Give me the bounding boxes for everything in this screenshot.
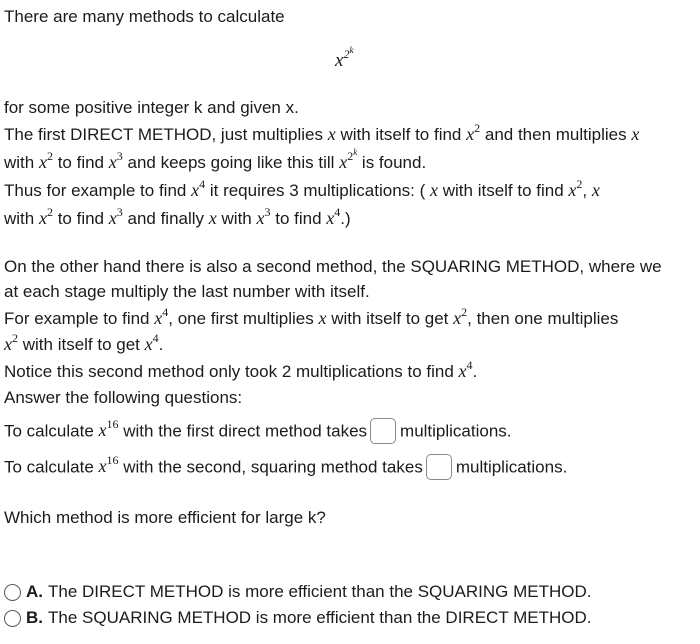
question-1: To calculate $x^{16}$ with the first direct method takes multiplications.	[4, 419, 512, 445]
p1-line1: for some positive integer k and given x.	[4, 98, 299, 117]
p1-line4: Thus for example to find $x^4$ it requires 3 multiplications: ( x with itself to find $x^2$, x	[4, 177, 600, 200]
p2-line5: Notice this second method only took 2 multiplications to find $x^4$.	[4, 358, 478, 381]
question-2: To calculate $x^{16}$ with the second, squaring method takes multiplications.	[4, 455, 567, 481]
p2-line3: For example to find $x^4$, one first multiplies x with itself to get $x^2$, then one multiplies	[4, 305, 619, 328]
p1-line5: with $x^2$ to find $x^3$ and finally x with $x^3$ to find $x^4$.)	[4, 205, 351, 228]
intro-text: There are many methods to calculate	[4, 7, 285, 26]
p2-line6: Answer the following questions:	[4, 388, 243, 407]
answer-input-squaring[interactable]	[426, 454, 452, 480]
p1-line2: The first DIRECT METHOD, just multiplies x with itself to find $x^2$ and then multiplies x	[4, 121, 640, 144]
choice-b[interactable]: B. The SQUARING METHOD is more efficient than the DIRECT METHOD.	[4, 607, 592, 629]
radio-circle-icon[interactable]	[4, 610, 21, 627]
choice-a[interactable]: A. The DIRECT METHOD is more efficient than the SQUARING METHOD.	[4, 581, 592, 603]
p2-line1: On the other hand there is also a second method, the SQUARING METHOD, where we	[4, 257, 662, 276]
display-formula: $x^{2^k}$	[335, 45, 354, 71]
p2-line2: at each stage multiply the last number with itself.	[4, 282, 370, 301]
question-3: Which method is more efficient for large k?	[4, 508, 326, 527]
p2-line4: $x^2$ with itself to get $x^4$.	[4, 331, 164, 354]
radio-circle-icon[interactable]	[4, 584, 21, 601]
p1-line3: with $x^2$ to find $x^3$ and keeps going like this till $x^{2^k}$ is found.	[4, 147, 427, 172]
answer-input-direct[interactable]	[370, 418, 396, 444]
